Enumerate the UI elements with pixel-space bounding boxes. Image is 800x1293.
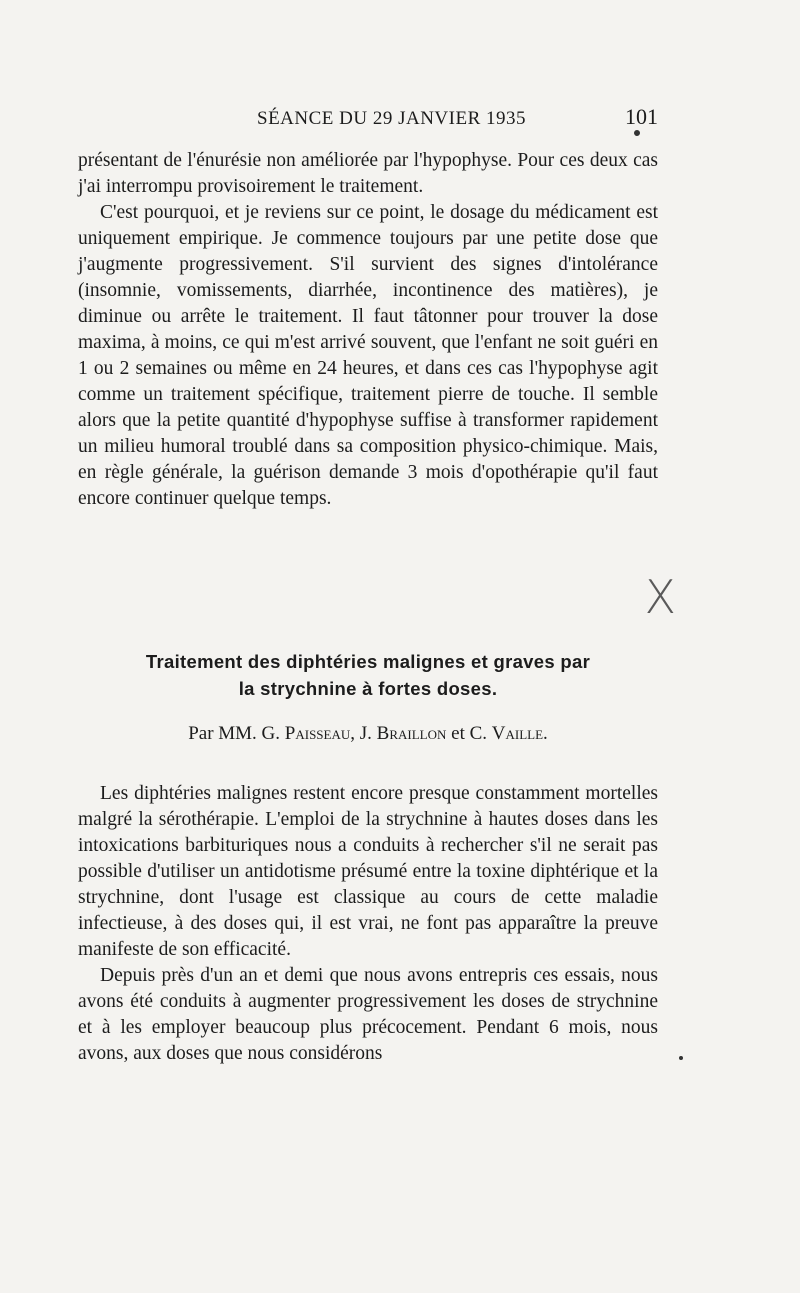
paragraph: Depuis près d'un an et demi que nous avons entrepris ces essais, nous avons été conduits à augmenter progressivement les doses de strychnine et à les employer beaucoup plus précocement. Pendant 6 mois, nous avons, aux doses que nous considérons — [78, 965, 658, 1064]
authors-line — [78, 723, 658, 745]
page-number-dot — [634, 130, 640, 136]
section-title — [78, 648, 658, 702]
section-title-line: la strychnine à fortes doses. — [238, 678, 498, 699]
author-name: Vaille. — [491, 723, 548, 744]
author-name: Paisseau, — [284, 723, 355, 744]
author-join: et C. — [451, 723, 488, 744]
paragraph: Les diphtéries malignes restent encore presque constamment mortelles malgré la sérothérapie. L'emploi de la strychnine à hautes doses dans les intoxications barbituriques nous a conduits à rechercher s'il ne serait pas possible d'utiliser un antidotisme présumé entre la toxine diphtérique et la strychnine, dont l'usage est classique au cours de cette maladie infectieuse, à des doses qui, il est vrai, ne font pas apparaître la preuve manifeste de son efficacité. — [78, 783, 658, 960]
authors-prefix: Par MM. G. — [188, 723, 281, 744]
author-name: Braillon — [376, 723, 447, 744]
paragraph: présentant de l'énurésie non améliorée par l'hypophyse. Pour ces deux cas j'ai interrompu provisoirement le traitement. — [78, 150, 658, 197]
author-initial: J. — [359, 723, 372, 744]
bottom-text-block — [78, 781, 658, 1067]
paragraph: C'est pourquoi, et je reviens sur ce point, le dosage du médicament est uniquement empirique. Je commence toujours par une petite dose que j'augmente progressivement. S'il survient des signes d'intolérance (insomnie, vomissements, diarrhée, incontinence des matières), je diminue ou arrête le traitement. Il faut tâtonner pour trouver la dose maxima, à moins, ce qui m'est arrivé souvent, que l'enfant ne soit guéri en 1 ou 2 semaines ou même en 24 heures, et dans ces cas l'hypophyse agit comme un traitement spécifique, traitement pierre de touche. Il semble alors que la petite quantité d'hypophyse suffise à transformer rapidement un milieu humoral troublé dans sa composition physico-chimique. Mais, en règle générale, la guérison demande 3 mois d'opothérapie qu'il faut encore continuer quelque temps. — [78, 202, 658, 509]
margin-cross-mark: X — [644, 570, 676, 624]
page-number: 101 — [625, 104, 658, 129]
running-title: SÉANCE DU 29 JANVIER 1935 — [257, 108, 526, 129]
margin-dot — [679, 1056, 683, 1060]
top-text-block — [78, 148, 658, 512]
running-head — [78, 104, 658, 130]
section-title-line: Traitement des diphtéries malignes et graves par — [145, 651, 591, 672]
